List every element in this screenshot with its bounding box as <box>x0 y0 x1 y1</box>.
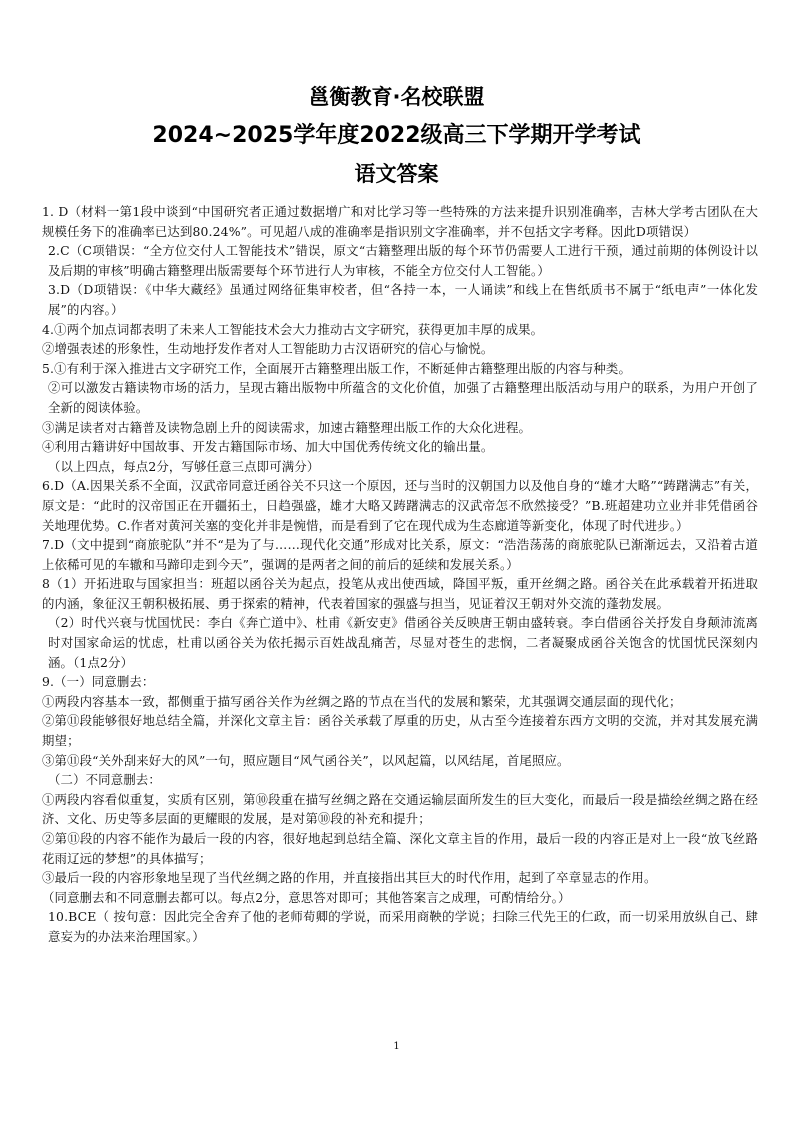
answer-5-point-4: ④利用古籍讲好中国故事、开发古籍国际市场、加大中国优秀传统文化的输出量。 <box>42 439 494 455</box>
answer-9-disagree-point-2: ②第⑪段的内容不能作为最后一段的内容，很好地起到总结全篇、深化文章主旨的作用，最后一段的内容正是对上一段“放飞丝路花雨辽远的梦想”的具体描写； <box>42 831 758 866</box>
answer-9-agree-point-1: ①两段内容基本一致，都侧重于描写函谷关作为丝绸之路的节点在当代的发展和繁荣，尤其强调交通层面的现代化； <box>42 693 682 709</box>
answer-9-scoring-note: （同意删去和不同意删去都可以。每点2分，意思答对即可；其他答案言之成理，可酌情给分。） <box>42 889 571 905</box>
answer-5-point-3: ③满足读者对古籍普及读物急剧上升的阅读需求，加速古籍整理出版工作的大众化进程。 <box>42 419 532 435</box>
answer-10: 10.BCE（ 按句意：因此完全舍弃了他的老师荀卿的学说，而采用商鞅的学说；扫除三代先王的仁政，而一切采用放纵自己、肆意妄为的办法来治理国家。） <box>48 909 758 944</box>
answer-1: 1. D（材料一第1段中谈到“中国研究者正通过数据增广和对比学习等一些特殊的方法来提升识别准确率，吉林大学考古团队在大规模任务下的准确率已达到80.24%”。可见超八成的准确率是指识别文字准确率，并不包括文字考释。因此D项错误） <box>42 204 758 239</box>
answer-8-part-2: （2）时代兴衰与忧国忧民：李白《奔亡道中》、杜甫《新安吏》借函谷关反映唐王朝由盛转衰。李白借函谷关抒发自身颠沛流离时对国家命运的忧虑，杜甫以函谷关为依托揭示百姓战乱痛苦，尽显对苍生的悲悯，二者凝聚成函谷关饱含的忧国忧民深刻内涵。（1点2分） <box>48 615 758 670</box>
answer-3: 3.D（D项错误：《中华大藏经》虽通过网络征集审校者，但“各持一本，一人诵读”和线上在售纸质书不属于“纸电声”一体化发展”的内容。） <box>48 282 758 317</box>
exam-title: 2024~2025学年度2022级高三下学期开学考试 <box>152 123 641 148</box>
answer-9-agree-point-3: ③第⑪段“关外刮来好大的风”一句，照应题目“风气函谷关”，以风起篇，以风结尾，首尾照应。 <box>42 752 570 768</box>
answer-4-point-2: ②增强表述的形象性，生动地抒发作者对人工智能助力古汉语研究的信心与愉悦。 <box>42 341 494 357</box>
answer-6: 6.D（A.因果关系不全面，汉武帝同意迁函谷关不只这一个原因，还与当时的汉朝国力以及他自身的“雄才大略”“踌躇满志”有关，原文是：“此时的汉帝国正在开疆拓土，日趋强盛，雄才大略又踌躇满志的汉武帝怎不欣然接受？”B.班超建功立业并非凭借函谷关地理优势。C.作者对黄河关塞的变化并非是惋惜，而是看到了它在现代成为生态廊道等新变化，体现了时代进步。） <box>42 478 758 533</box>
answer-9-disagree-point-1: ①两段内容看似重复，实质有区别，第⑩段重在描写丝绸之路在交通运输层面所发生的巨大变化，而最后一段是描绘丝绸之路在经济、文化、历史等多层面的更耀眼的发展，是对第⑩段的补充和提升； <box>42 791 758 827</box>
alliance-title: 邕衡教育·名校联盟 <box>308 85 485 109</box>
answer-5-point-1: 5.①有利于深入推进古文字研究工作，全面展开古籍整理出版工作，不断延伸古籍整理出版的内容与种类。 <box>42 360 631 376</box>
answer-2: 2.C（C项错误：“全方位交付人工智能技术”错误，原文“古籍整理出版的每个环节仍需要人工进行干预，通过前期的体例设计以及后期的审核”明确古籍整理出版需要每个环节进行人为审核，不能全方位交付人工智能。） <box>48 243 758 278</box>
answer-5-scoring-note: （以上四点，每点2分，写够任意三点即可满分） <box>48 458 320 474</box>
answer-9-agree-heading: 9.（一）同意删去： <box>42 674 155 690</box>
subject-title: 语文答案 <box>354 162 439 186</box>
answer-content <box>42 202 758 947</box>
answer-4-point-1: 4.①两个加点词都表明了未来人工智能技术会大力推动古文字研究，获得更加丰厚的成果。 <box>42 321 544 337</box>
answer-7: 7.D（文中提到“商旅驼队”并不“是为了与……现代化交通”形成对比关系，原文：“浩浩荡荡的商旅驼队已渐渐远去，又沿着古道上依稀可见的车辙和马蹄印走到今天”，强调的是两者之间的前后的延续和发展关系。） <box>42 537 758 572</box>
answer-5-point-2: ②可以激发古籍读物市场的活力，呈现古籍出版物中所蕴含的文化价值，加强了古籍整理出版活动与用户的联系，为用户开创了全新的阅读体验。 <box>48 380 758 415</box>
answer-9-disagree-heading: （二）不同意删去： <box>48 772 161 788</box>
answer-9-disagree-point-3: ③最后一段的内容形象地呈现了当代丝绸之路的作用，并直接指出其巨大的时代作用，起到了卒章显志的作用。 <box>42 870 657 886</box>
answer-8-part-1: 8（1）开拓进取与国家担当：班超以函谷关为起点，投笔从戎出使西域，降国平叛，重开丝绸之路。函谷关在此承载着开拓进取的内涵，象征汉王朝积极拓展、勇于探索的精神，代表着国家的强盛与担当，见证着汉王朝对外交流的蓬勃发展。 <box>42 576 758 611</box>
page-number: 1 <box>393 1041 400 1052</box>
answer-9-agree-point-2: ②第⑪段能够很好地总结全篇，并深化文章主旨：函谷关承载了厚重的历史，从古至今连接着东西方文明的交流，并对其发展充满期望； <box>42 713 758 749</box>
